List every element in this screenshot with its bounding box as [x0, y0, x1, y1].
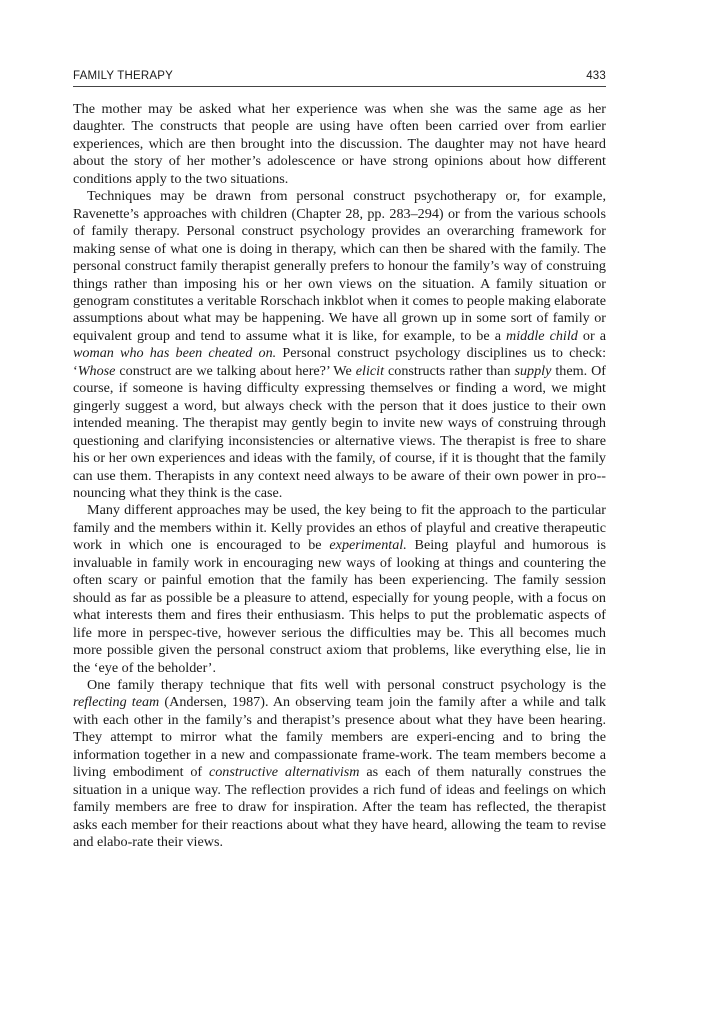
paragraph-text: Techniques may be drawn from personal construct psychotherapy or, for example, Ravenette’s approaches with children (Chapter 28, pp. 283–294) or from the various schools of family therapy. Personal construct psychology provides an overarching framework for making sense of what one is doing in therapy, which can then be shared with the family. The personal construct family therapist generally prefers to honour the family’s way of construing things rather than imposing his or her own views on the situation. A family situation or genogram constitutes a veritable Rorschach inkblot when it comes to people making elaborate assumptions about what may be happening. We have all grown up in some sort of family or equivalent group and tend to assume what it is like, for example, to be a: [73, 188, 606, 344]
paragraph-text: One family therapy technique that fits well with personal construct psychology is the: [87, 676, 606, 693]
page-number: 433: [586, 70, 606, 82]
paragraph-4: [73, 677, 606, 852]
running-header: [73, 66, 606, 87]
paragraph-text: (Andersen, 1987). An observing team join the family after a while and talk with each other in the family’s and therapist’s presence about what they have been hearing. They attempt to mirror what the family members are experi-encing and to bring the information together in a new and compassionate frame-work. The team members become a living embodiment of: [73, 694, 607, 781]
paragraph-text: Personal construct psychology disciplines us to check: ‘: [73, 345, 606, 379]
italic-term-constructive-alternativism: constructive alternativism: [208, 764, 360, 781]
paragraph-3: [73, 502, 606, 677]
paragraph-text: construct are we talking about here?’ We: [115, 362, 356, 379]
paragraph-text: constructs rather than: [384, 362, 515, 379]
paragraph-2: [73, 188, 606, 502]
book-page: [73, 66, 606, 851]
paragraph-1: [73, 101, 606, 188]
italic-term-woman-cheated-on: woman who has been cheated on.: [73, 345, 277, 362]
italic-term-middle-child: middle child: [506, 327, 578, 344]
italic-term-whose: Whose: [77, 362, 116, 379]
paragraph-text: The mother may be asked what her experience was when she was the same age as her daughter. The constructs that people are using have often been carried over from earlier experiences, which are then brought into the discussion. The daughter may not have heard about the story of her mother’s adolescence or have strong opinions about how different conditions apply to the two situations.: [73, 101, 606, 187]
paragraph-text: Being playful and humorous is invaluable in family work in encouraging new ways of looking at things and countering the often scary or painful emotion that the family has been experiencing. The family session should as far as possible be a pleasure to attend, especially for young people, with a focus on what interests them and fires their enthusiasm. This helps to put the problematic aspects of life more in perspec-tive, however serious the difficulties may be. This all becomes much more possible given the personal construct axiom that problems, like everything else, lie in the ‘eye of the beholder’.: [73, 537, 606, 676]
italic-term-reflecting-team: reflecting team: [73, 694, 160, 711]
body-text: [73, 101, 606, 851]
paragraph-text: or a: [577, 327, 606, 344]
italic-term-experimental: experimental.: [329, 537, 407, 554]
italic-term-supply: supply: [514, 362, 552, 379]
paragraph-text: them. Of course, if someone is having difficulty expressing themselves or finding a word, we might gingerly suggest a word, but always check with the person that it does justice to their own intended meaning. The therapist may gently begin to invite new ways of construing through questioning and clarifying inconsistencies or alternative views. The therapist is free to share his or her own experiences and ideas with the family, of course, if it is thought that the family can use them. Therapists in any context need always to be aware of their own power in pro-nouncing what they think is the case.: [73, 362, 606, 501]
paragraph-text: Many different approaches may be used, the key being to fit the approach to the particular family and the members within it. Kelly provides an ethos of playful and creative therapeutic work in which one is encouraged to be: [73, 502, 606, 554]
italic-term-elicit: elicit: [355, 362, 385, 379]
running-title: FAMILY THERAPY: [73, 70, 173, 82]
paragraph-text: as each of them naturally construes the situation in a unique way. The reflection provides a rich fund of ideas and feelings on which family members are free to draw for inspiration. After the team has reflected, the therapist asks each member for their reactions about what they have heard, allowing the team to revise and elabo-rate their views.: [73, 764, 606, 851]
